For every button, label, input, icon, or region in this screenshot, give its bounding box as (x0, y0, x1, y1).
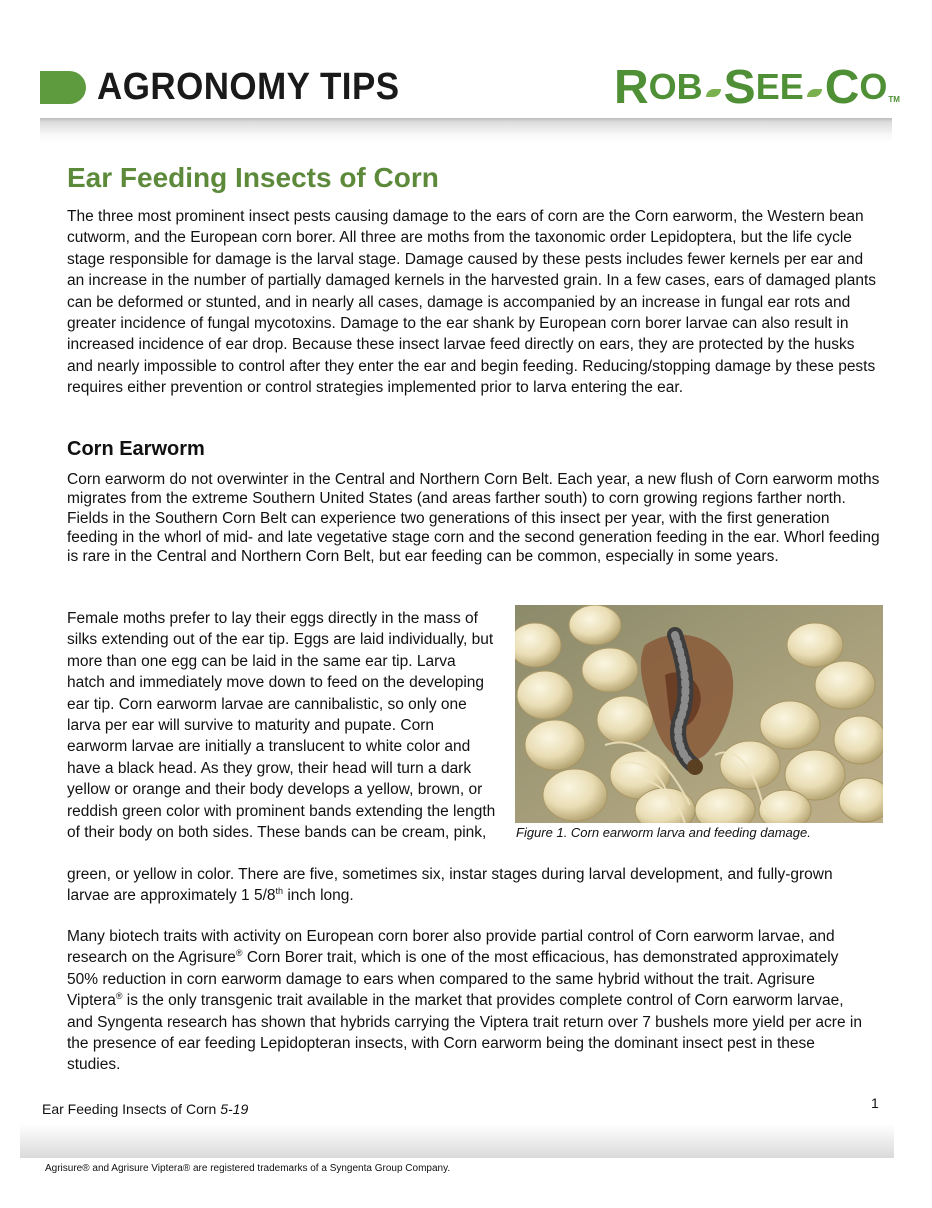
text-run: inch long. (283, 887, 354, 905)
text-run: green, or yellow in color. There are five, sometimes six, instar stages during larval development, and fully-grown larvae are approximately 1 5/8 (67, 866, 833, 905)
brand-letters: EE (755, 66, 804, 107)
figure-caption: Figure 1. Corn earworm larva and feeding damage. (516, 825, 811, 840)
brand-letter: R (614, 60, 649, 114)
leaf-icon (706, 89, 721, 97)
footer-version: 5-19 (220, 1101, 249, 1117)
page-number: 1 (871, 1095, 879, 1111)
section-title: AGRONOMY TIPS (97, 66, 400, 108)
trademark-mark: TM (888, 95, 900, 104)
intro-paragraph: The three most prominent insect pests causing damage to the ears of corn are the Corn earworm, the Western bean cutworm, and the European corn borer. All three are moths from the taxonomic order Lepidoptera, but the life cycle stage responsible for damage is the larval stage. Damage caused by these pests includes fewer kernels per ear and an increase in the number of partially damaged kernels in the harvested grain. In a few cases, ears of damaged plants can be deformed or stunted, and in nearly all cases, damage is accompanied by an increase in fungal ear rots and greater incidence of fungal mycotoxins. Damage to the ear shank by European corn borer larvae can also result in increased incidence of ear drop. Because these insect larvae feed directly on ears, they are protected by the husks and nearly impossible to control after they enter the ear and begin feeding. Reducing/stopping damage by these pests requires either prevention or control strategies implemented prior to larva entering the ear. (67, 208, 877, 397)
figure-image (515, 605, 883, 823)
page-title: Ear Feeding Insects of Corn (67, 162, 439, 193)
brand-logo (614, 60, 900, 114)
brand-letters: OB (648, 66, 703, 107)
superscript: th (275, 886, 284, 897)
earworm-paragraph-3 (67, 926, 867, 1076)
text-run: Corn Borer trait, which is one of the most efficacious, has demonstrated approximately 50% reduction in corn earworm damage to ears when compared to the same hybrid without the trait. Agrisure Viptera (67, 949, 839, 1010)
text-run: is the only transgenic trait available in the market that provides complete control of Corn earworm larvae, and Syngenta research has shown that hybrids carrying the Viptera trait return over 7 bushels more yield per acre in the presence of ear feeding Lepidopteran insects, with Corn earworm being the dominant insect pest in these studies. (67, 992, 862, 1074)
footer-band (20, 1124, 894, 1158)
section-heading: Corn Earworm (67, 438, 205, 460)
brand-letter: S (723, 60, 756, 114)
header-divider (40, 118, 892, 142)
footer-title-text: Ear Feeding Insects of Corn (42, 1101, 217, 1117)
header-logo-block (40, 71, 86, 104)
footer-document-title (42, 1101, 248, 1117)
earworm-paragraph-2-cont (67, 864, 867, 907)
registered-mark: ® (235, 948, 243, 959)
brand-letters: O (859, 66, 888, 107)
trademark-disclaimer: Agrisure® and Agrisure Viptera® are registered trademarks of a Syngenta Group Company. (45, 1163, 451, 1174)
brand-letter: C (824, 60, 860, 114)
leaf-icon (807, 89, 822, 97)
earworm-paragraph-1: Corn earworm do not overwinter in the Central and Northern Corn Belt. Each year, a new flush of Corn earworm moths migrates from the extreme Southern United States (and areas farther south) to corn growing regions farther north. Fields in the Southern Corn Belt can experience two generations of this insect per year, with the first generation feeding in the whorl of mid- and late vegetative stage corn and the second generation feeding in the ear. Whorl feeding is rare in the Central and Northern Corn Belt, but ear feeding can be common, especially in some years. (67, 471, 880, 566)
text-run: Many biotech traits with activity on European corn borer also provide partial control of Corn earworm larvae, and research on the Agrisure (67, 928, 835, 967)
earworm-paragraph-2: Female moths prefer to lay their eggs directly in the mass of silks extending out of the ear tip. Eggs are laid individually, but more than one egg can be laid in the same ear tip. Larva hatch and immediately move down to feed on the developing ear tip. Corn earworm larvae are cannibalistic, so only one larva per ear will survive to maturity and pupate. Corn earworm larvae are initially a translucent to white color and have a black head. As they grow, their head will turn a dark yellow or orange and their body develops a yellow, brown, or reddish green color with prominent bands extending the length of their body on both sides. These bands can be cream, pink, (67, 610, 496, 842)
registered-mark: ® (115, 991, 123, 1002)
